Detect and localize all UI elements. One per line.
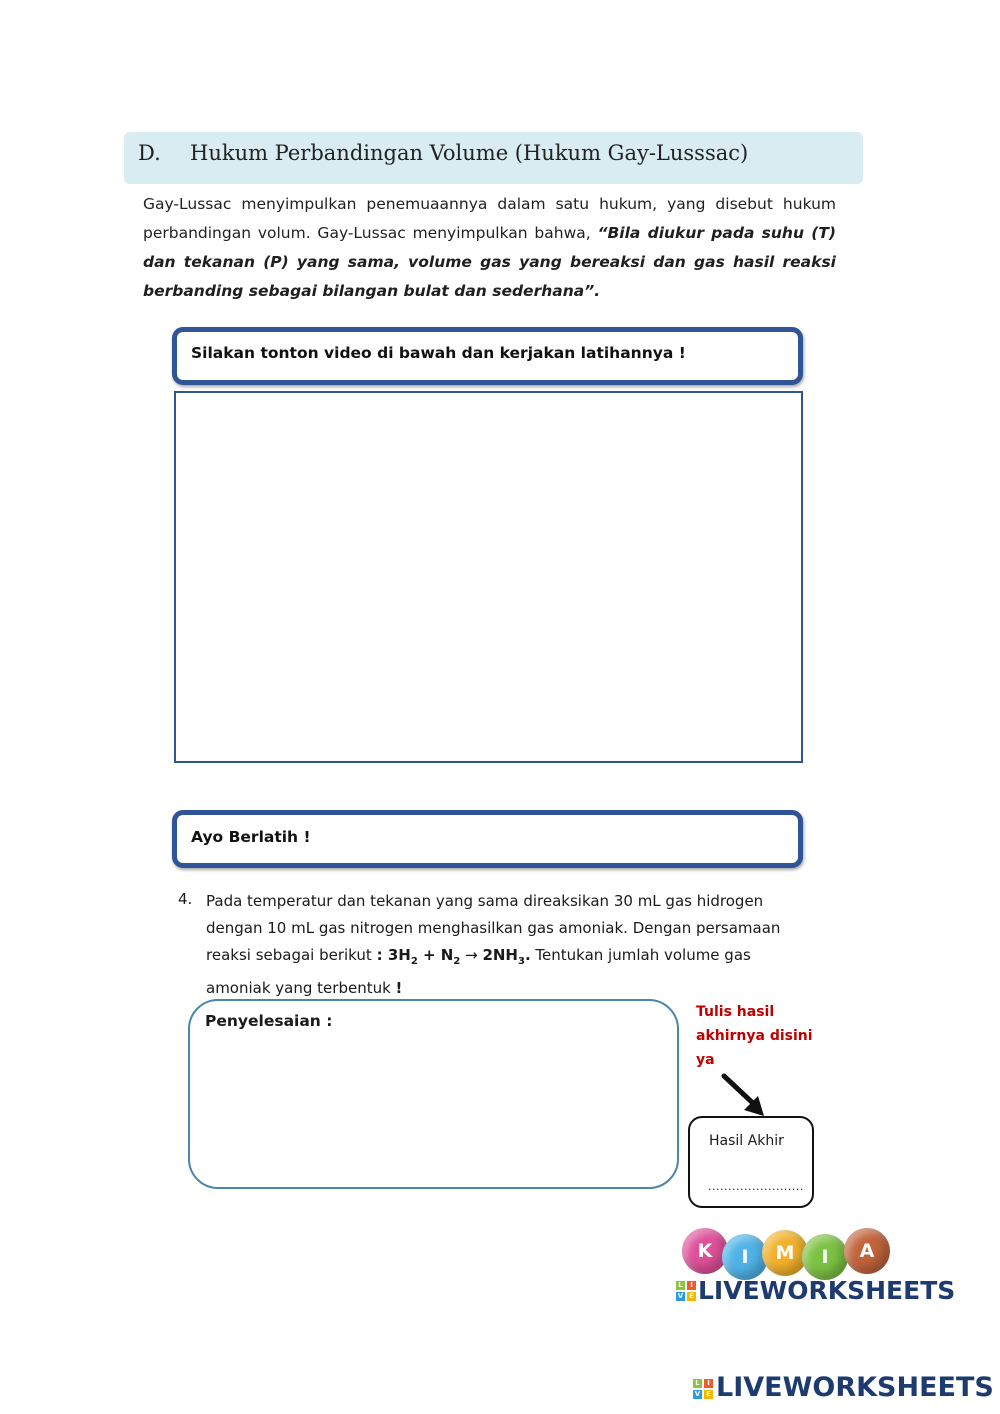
- hint-text: Tulis hasil akhirnya disini ya: [696, 1004, 813, 1068]
- kimia-ball-i: I: [722, 1234, 768, 1280]
- footer-brand: LIVEWORKSHEETS: [716, 1372, 994, 1403]
- equation-colon: :: [376, 946, 388, 964]
- equation-arrow: →: [460, 946, 483, 964]
- question-part2: Tentukan jumlah volume gas amoniak yang terbentuk: [206, 946, 751, 997]
- equation-dot: .: [524, 946, 531, 964]
- result-label: Hasil Akhir: [709, 1133, 784, 1149]
- intro-paragraph: [143, 190, 836, 306]
- practice-header-box: [172, 810, 803, 868]
- practice-header-label: Ayo Berlatih !: [191, 828, 311, 846]
- video-instruction-box: [172, 327, 803, 385]
- arrow-down-right-icon: [718, 1070, 770, 1120]
- law-quote: “Bila diukur pada suhu (T) dan tekanan (P) yang sama, volume gas yang bereaksi dan gas hasil reaksi berbanding sebagai bilangan bulat dan sederhana”.: [143, 224, 837, 300]
- liveworksheets-icon: L I V E: [676, 1281, 696, 1301]
- equation-h2: $3H_2$: [387, 946, 418, 967]
- kimia-ball-a: A: [844, 1228, 890, 1274]
- kimia-ball-k: K: [682, 1228, 728, 1274]
- result-box: [688, 1116, 814, 1208]
- footer-liveworksheets-icon: L I V E: [693, 1379, 713, 1399]
- liveworksheets-brand: LIVEWORKSHEETS: [698, 1276, 956, 1305]
- result-answer-field[interactable]: ........................: [708, 1180, 804, 1193]
- question-number: 4.: [178, 890, 193, 908]
- paragraph-text: Gay-Lussac menyimpulkan penemuaannya dalam satu hukum, yang disebut hukum perbandingan volum. Gay-Lussac menyimpulkan bahwa,: [143, 195, 836, 242]
- question-exclaim: !: [395, 979, 403, 997]
- solution-label: Penyelesaian :: [205, 1012, 333, 1030]
- kimia-ball-i2: I: [802, 1234, 848, 1280]
- equation-nh3: $2NH_3$: [482, 946, 525, 967]
- question-text: [206, 888, 790, 1002]
- equation-n2: + $N_2$: [417, 946, 461, 967]
- video-player[interactable]: [174, 391, 803, 763]
- section-title: Hukum Perbandingan Volume (Hukum Gay-Lusssac): [190, 141, 749, 165]
- section-letter: D.: [138, 141, 161, 165]
- kimia-ball-m: M: [762, 1230, 808, 1276]
- question-part1: Pada temperatur dan tekanan yang sama direaksikan 30 mL gas hidrogen dengan 10 mL gas nitrogen menghasilkan gas amoniak. Dengan persamaan reaksi sebagai berikut: [206, 892, 781, 964]
- video-instruction-label: Silakan tonton video di bawah dan kerjakan latihannya !: [191, 344, 686, 362]
